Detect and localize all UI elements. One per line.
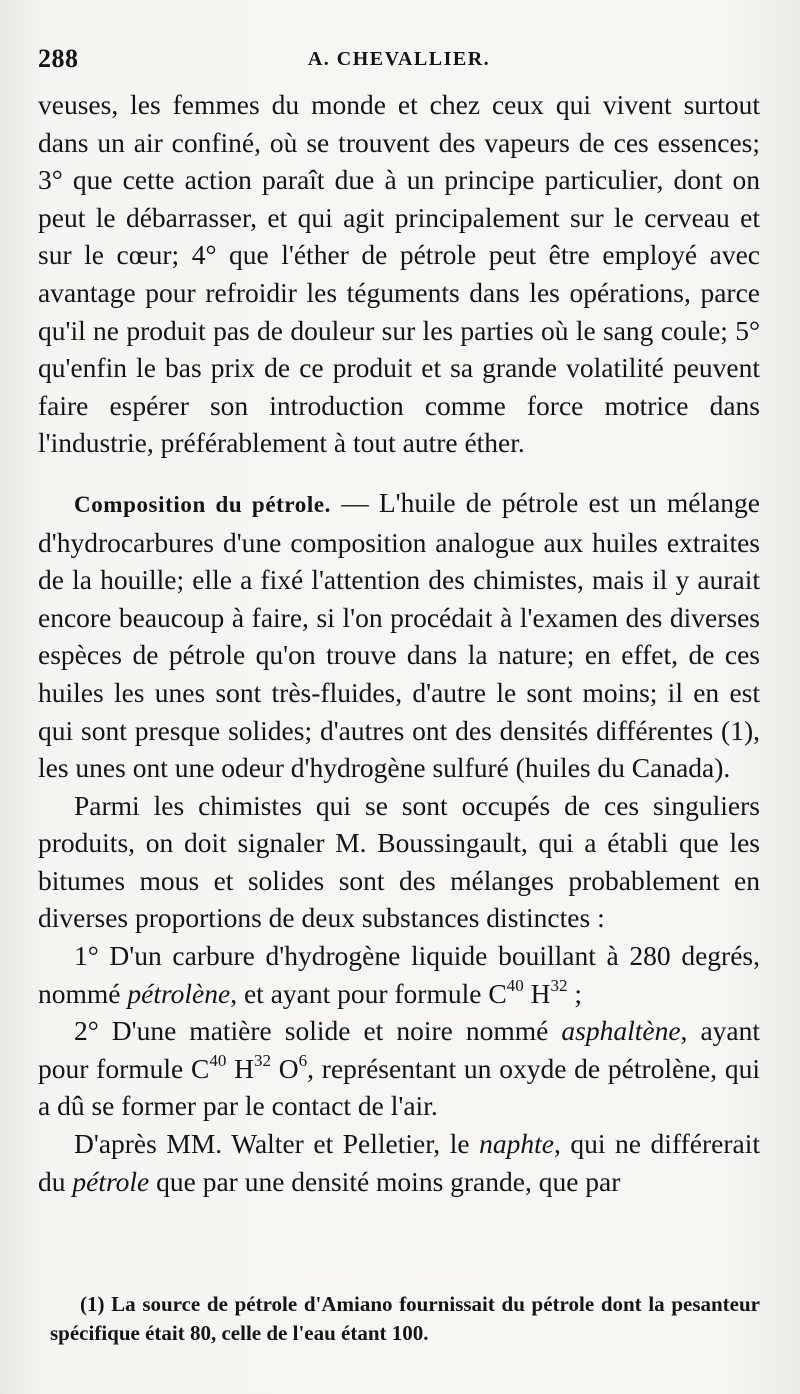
paragraph-continued: veuses, les femmes du monde et chez ceux qui vivent surtout dans un air confiné, où se trouvent des vapeurs de ces essences; 3° que cette action paraît due à un principe particulier, dont on peut le débarrasser, et qui agit principalement sur le cerveau et sur le cœur; 4° que l'éther de pétrole peut être employé avec avantage pour refroidir les téguments dans les opérations, parce qu'il ne produit pas de douleur sur les parties où le sang coule; 5° qu'enfin le bas prix de ce produit et sa grande volatilité peuvent faire espérer son introduction comme force motrice dans l'industrie, préférablement à tout autre éther. <box>38 89 760 459</box>
list-item-asphaltene <box>38 1012 760 1125</box>
body-text <box>38 86 760 1200</box>
item2-text-e: , représentant un oxyde de pétrolène, qui a dû se former par le contact de l'air. <box>38 1052 760 1122</box>
item2-text-c: H <box>226 1052 254 1084</box>
paragraph-boussingault: Parmi les chimistes qui se sont occupés de ces singuliers produits, on doit signaler M. Boussingault, qui a établi que les bitumes mous et solides sont des mélanges probablement en diverses proportions de deux substances distinctes : <box>38 789 760 934</box>
term-asphaltene: asphaltène <box>561 1015 681 1047</box>
item2-text-a: 2° D'une matière solide et noire nommé <box>74 1015 562 1047</box>
p4-text-b: , qui ne différerait du <box>38 1128 760 1197</box>
item1-text-a: 1° D'un carbure d'hydrogène liquide bouillant à 280 degrés, nommé <box>38 940 760 1009</box>
item1-text-d: ; <box>567 977 582 1009</box>
item2-text-b: , ayant pour formule C <box>38 1015 760 1084</box>
section-title: Composition du pétrole. <box>74 491 332 517</box>
item2-superscript-o: 6 <box>298 1050 308 1070</box>
item2-superscript-c: 40 <box>209 1050 227 1070</box>
term-petrolene: pétrolène <box>127 977 231 1009</box>
page-header <box>38 44 760 78</box>
list-item-petrolene <box>38 937 760 1012</box>
section-paragraph <box>38 484 760 787</box>
item2-text-d: O <box>271 1052 299 1084</box>
item1-superscript-h: 32 <box>550 975 568 995</box>
p4-text-c: que par une densité moins grande, que par <box>149 1165 621 1197</box>
item1-superscript-c: 40 <box>506 975 524 995</box>
term-naphte: naphte <box>479 1128 554 1160</box>
paragraph-naphte <box>38 1125 760 1200</box>
running-head: A. CHEVALLIER. <box>307 48 491 70</box>
page-number: 288 <box>38 44 79 73</box>
item1-text-c: H <box>523 977 551 1009</box>
footnotes <box>50 1290 760 1348</box>
section-intro-text: — L'huile de pétrole est un mélange d'hydrocarbures d'une composition analogue aux huiles extraites de la houille; elle a fixé l'attention des chimistes, mais il y aurait encore beaucoup à faire, si l'on procédait à l'examen des diverses espèces de pétrole qu'on trouve dans la nature; en effet, de ces huiles les unes sont très-fluides, d'autre le sont moins; il en est qui sont presque solides; d'autres ont des densités différentes (1), les unes ont une odeur d'hydrogène sulfuré (huiles du Canada). <box>38 486 760 784</box>
footnote-1: (1) La source de pétrole d'Amiano fournissait du pétrole dont la pesanteur spécifique était 80, celle de l'eau étant 100. <box>50 1292 760 1345</box>
item2-superscript-h: 32 <box>253 1050 272 1070</box>
p4-text-a: D'après MM. Walter et Pelletier, le <box>74 1128 480 1160</box>
item1-text-b: , et ayant pour formule C <box>230 977 507 1009</box>
term-petrole: pétrole <box>72 1165 150 1197</box>
